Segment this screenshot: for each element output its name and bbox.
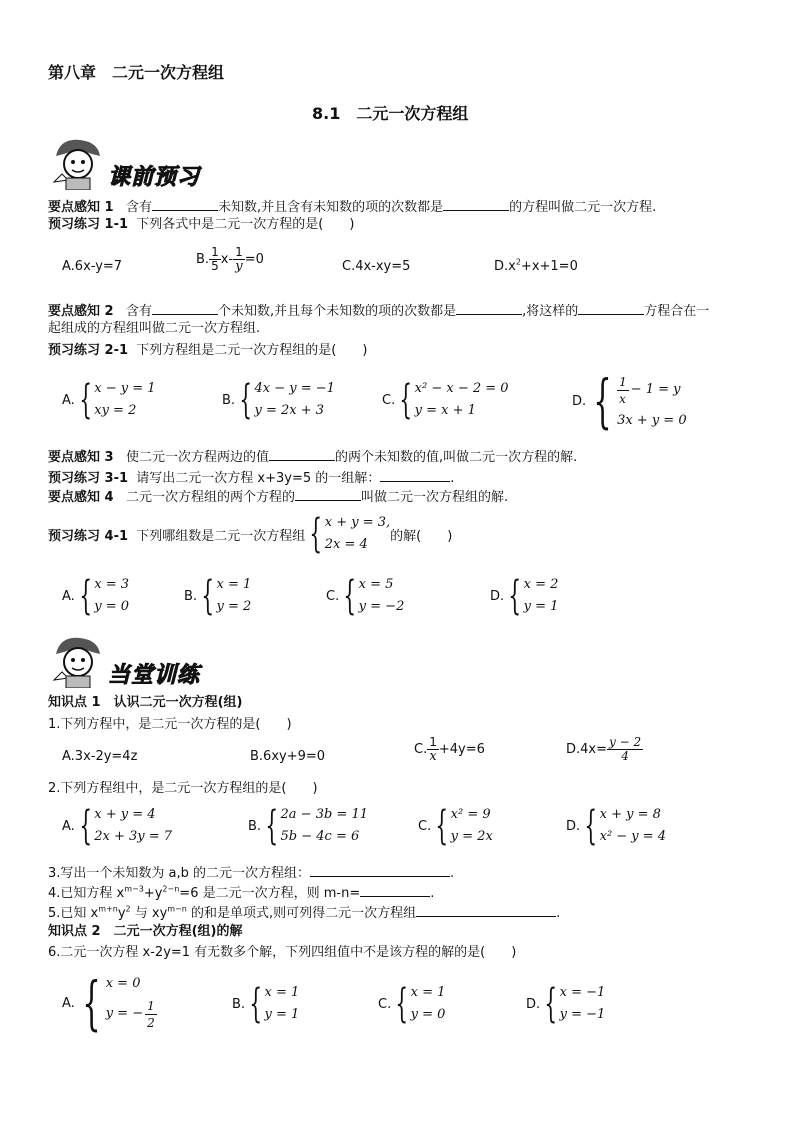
- key-point-2: 要点感知 2 含有 个未知数,并且每个未知数的项的次数都是 ,将这样的 方程合在一: [48, 300, 709, 321]
- option-c: C. { x = 5 y = −2: [326, 573, 405, 619]
- option-a: A.3x-2y=4z: [62, 749, 138, 764]
- key-point-2-line2: 起组成的方程组叫做二元一次方程组.: [48, 321, 261, 336]
- option-c: C.4x-xy=5: [342, 259, 411, 274]
- blank[interactable]: [578, 300, 644, 315]
- preview-banner-text: 课前预习: [108, 165, 201, 190]
- option-b: B. { x = 1 y = 1: [232, 981, 300, 1027]
- blank[interactable]: [443, 196, 509, 211]
- answer-blank[interactable]: [416, 902, 556, 917]
- option-b: B. { 2a − 3b = 11 5b − 4c = 6: [248, 803, 368, 849]
- blank[interactable]: [456, 300, 522, 315]
- preview-2-1: 预习练习 2-1 下列方程组是二元一次方程组的是( ): [48, 343, 368, 358]
- blank[interactable]: [295, 486, 361, 501]
- option-b: B. { 4x − y = −1 y = 2x + 3: [222, 377, 335, 423]
- option-c: C. { x² − x − 2 = 0 y = x + 1: [382, 377, 509, 423]
- option-a: A. { x = 0 y = − $\frac{1}{2}$: [62, 969, 155, 1037]
- practice-banner: [48, 632, 218, 688]
- answer-blank[interactable]: [360, 882, 430, 897]
- blank[interactable]: [152, 196, 218, 211]
- option-d: D.4x= $\frac{y - 2}{4}$: [566, 735, 642, 763]
- answer-blank[interactable]: [310, 862, 450, 877]
- preview-4-1: 预习练习 4-1 下列哪组数是二元一次方程组 { x + y = 3, 2x = 4 的解( ): [48, 511, 453, 557]
- option-d: $D.x^2+x+1=0$: [494, 257, 578, 274]
- chapter-title: 第八章 二元一次方程组: [48, 63, 225, 82]
- question-3: 3.写出一个未知数为 a,b 的二元一次方程组： .: [48, 862, 454, 883]
- option-a: A. { x + y = 4 2x + 3y = 7: [62, 803, 173, 849]
- cartoon-boy-icon: [48, 134, 108, 190]
- key-point-3: 要点感知 3 使二元一次方程两边的值 的两个未知数的值,叫做二元一次方程的解.: [48, 446, 577, 467]
- question-1: 1.下列方程中，是二元一次方程的是( ): [48, 717, 292, 732]
- option-d: D. { x = 2 y = 1: [490, 573, 559, 619]
- knowledge-point-2: 知识点 2 二元一次方程(组)的解: [48, 924, 243, 939]
- option-a: A.6x-y=7: [62, 259, 123, 274]
- option-c: C. { x = 1 y = 0: [378, 981, 446, 1027]
- option-c: C. { x² = 9 y = 2x: [418, 803, 493, 849]
- preview-1-1: 预习练习 1-1 下列各式中是二元一次方程的是( ): [48, 217, 355, 232]
- question-4: 4.已知方程 $x^{m-3}+y^{2-n}=6$ 是二元一次方程，则 m-n= .: [48, 882, 434, 903]
- question-5: 5.已知 $x^{m+n}y^2$ 与 $xy^{m-n}$ 的和是单项式,则可列得二元一次方程组 .: [48, 902, 560, 923]
- knowledge-point-1: 知识点 1 认识二元一次方程(组): [48, 695, 243, 710]
- option-a: A. { x = 3 y = 0: [62, 573, 130, 619]
- practice-banner-text: 当堂训练: [108, 663, 201, 688]
- option-d: D. { x = −1 y = −1: [526, 981, 606, 1027]
- preview-banner: [48, 134, 218, 190]
- option-b: B. $\frac{1}{5}$ x- $\frac{1}{y}$ =0: [196, 245, 264, 274]
- option-d: D. { $\frac{1}{x}$ − 1 = y 3x + y = 0: [572, 367, 687, 435]
- blank[interactable]: [152, 300, 218, 315]
- question-6: 6.二元一次方程 x-2y=1 有无数多个解，下列四组值中不是该方程的解的是( ): [48, 945, 517, 960]
- option-a: A. { x − y = 1 xy = 2: [62, 377, 156, 423]
- preview-3-1: 预习练习 3-1 请写出二元一次方程 x+3y=5 的一组解： .: [48, 467, 454, 488]
- option-d: D. { x + y = 8 x² − y = 4: [566, 803, 667, 849]
- question-2: 2.下列方程组中，是二元一次方程组的是( ): [48, 781, 318, 796]
- section-title: 8.1 二元一次方程组: [312, 104, 469, 123]
- answer-blank[interactable]: [380, 467, 450, 482]
- blank[interactable]: [269, 446, 335, 461]
- option-b: B.6xy+9=0: [250, 749, 326, 764]
- cartoon-boy-icon: [48, 632, 108, 688]
- option-c: C. $\frac{1}{x}$ +4y=6: [414, 735, 485, 764]
- option-b: B. { x = 1 y = 2: [184, 573, 252, 619]
- key-point-1: 要点感知 1 含有 未知数,并且含有未知数的项的次数都是 的方程叫做二元一次方程.: [48, 196, 656, 217]
- key-point-4: 要点感知 4 二元一次方程组的两个方程的 叫做二元一次方程组的解.: [48, 486, 508, 507]
